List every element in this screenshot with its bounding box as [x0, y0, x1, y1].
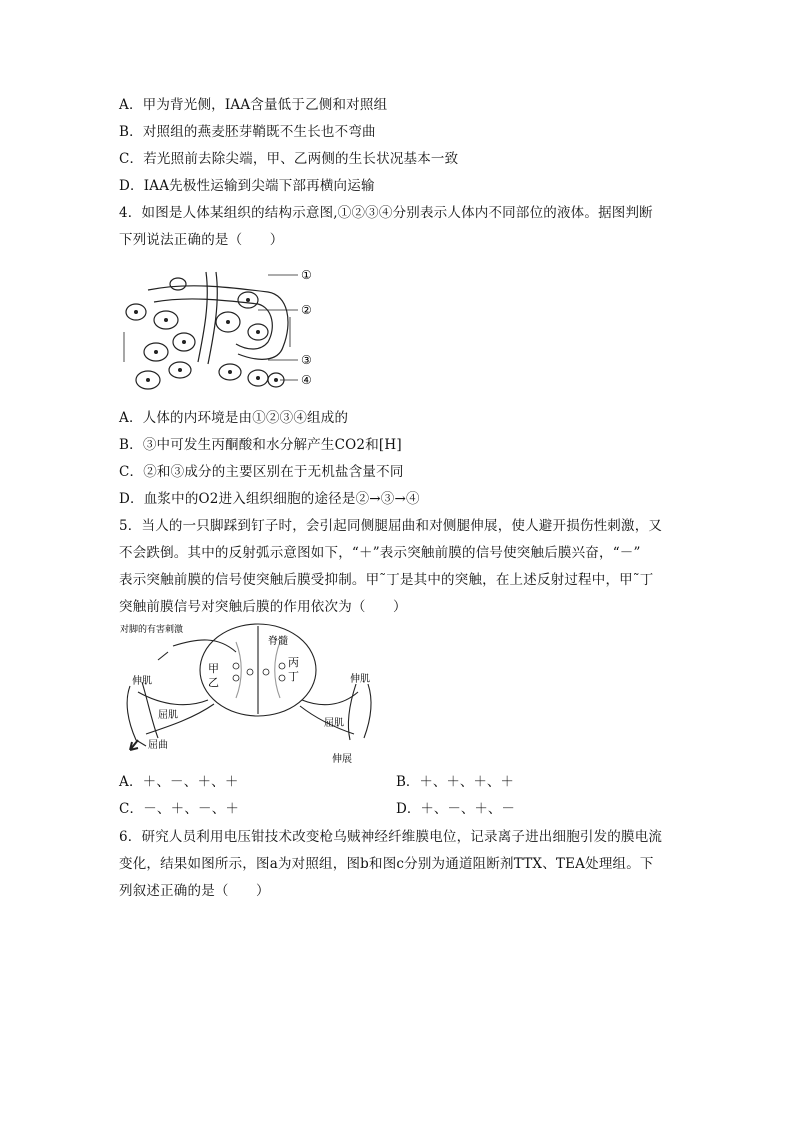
q5-stem-line1: 5．当人的一只脚踩到钉子时，会引起同侧腿屈曲和对侧腿伸展，使人避开损伤性刺激，又: [119, 518, 663, 534]
tissue-label-1: ①: [301, 268, 312, 282]
q4-stem-line1: 4．如图是人体某组织的结构示意图,①②③④分别表示人体内不同部位的液体。据图判断: [119, 205, 653, 221]
q3-option-d: D．IAA先极性运输到尖端下部再横向运输: [119, 178, 375, 194]
q4-option-d: D．血浆中的O2进入组织细胞的途径是②→③→④: [119, 491, 420, 507]
q6-stem-line1: 6．研究人员利用电压钳技术改变枪乌贼神经纤维膜电位，记录离子进出细胞引发的膜电流: [119, 829, 663, 845]
extend-label: 伸展: [332, 754, 352, 765]
q5-option-a: A．＋、－、＋、＋: [119, 774, 239, 790]
q3-option-c: C．若光照前去除尖端，甲、乙两侧的生长状况基本一致: [119, 151, 459, 167]
q6-stem-line3: 列叙述正确的是（ ）: [119, 883, 270, 899]
q3-option-a: A．甲为背光侧，IAA含量低于乙侧和对照组: [119, 97, 388, 113]
q3-option-b: B．对照组的燕麦胚芽鞘既不生长也不弯曲: [119, 124, 376, 140]
tissue-label-2: ②: [301, 303, 312, 317]
flexor-left-label: 屈肌: [158, 710, 178, 721]
synapse-ding-label: 丁: [288, 670, 299, 683]
tissue-figure: [118, 262, 328, 402]
synapse-jia-label: 甲: [208, 662, 219, 675]
stimulus-label: 对脚的有害刺激: [120, 625, 184, 635]
synapse-yi-label: 乙: [208, 676, 219, 689]
spinal-cord-label: 脊髓: [268, 636, 288, 647]
extensor-left-label: 伸肌: [132, 676, 152, 687]
q4-option-a: A．人体的内环境是由①②③④组成的: [119, 410, 349, 426]
synapse-bing-label: 丙: [288, 656, 299, 669]
q5-stem-line4: 突触前膜信号对突触后膜的作用依次为（ ）: [119, 599, 407, 615]
extensor-right-label: 伸肌: [350, 674, 370, 685]
reflex-arc-figure: [118, 622, 380, 766]
q5-stem-line2: 不会跌倒。其中的反射弧示意图如下，“＋”表示突触前膜的信号使突触后膜兴奋，“－”: [119, 545, 641, 561]
flexor-right-label: 屈肌: [324, 718, 344, 729]
tissue-label-4: ④: [301, 373, 312, 387]
q5-option-d: D．＋、－、＋、－: [396, 801, 515, 817]
q4-stem-line2: 下列说法正确的是（ ）: [119, 232, 284, 248]
q5-option-b: B．＋、＋、＋、＋: [396, 774, 514, 790]
q5-option-c: C．－、＋、－、＋: [119, 801, 240, 817]
q5-stem-line3: 表示突触前膜的信号使突触后膜受抑制。甲˜丁是其中的突触，在上述反射过程中，甲˜丁: [119, 572, 654, 588]
q4-option-b: B．③中可发生丙酮酸和水分解产生CO2和[H]: [119, 437, 402, 453]
flex-label: 屈曲: [148, 740, 168, 751]
q4-option-c: C．②和③成分的主要区别在于无机盐含量不同: [119, 464, 404, 480]
tissue-label-3: ③: [301, 353, 312, 367]
q6-stem-line2: 变化，结果如图所示，图a为对照组，图b和图c分别为通道阻断剂TTX、TEA处理组。下: [119, 856, 654, 872]
